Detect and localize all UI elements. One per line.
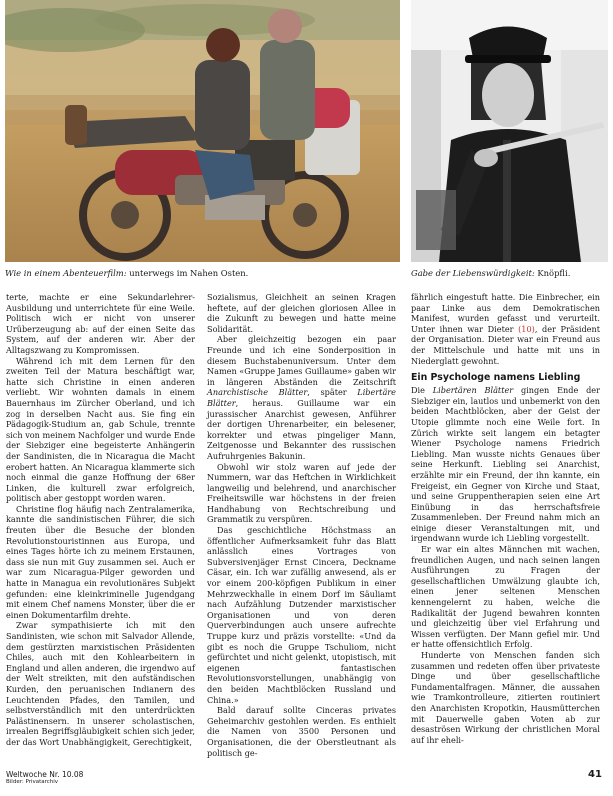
photo-portrait-knoepfli (411, 0, 608, 262)
left-caption-text: unterwegs im Nahen Osten. (126, 268, 249, 278)
col2-text: Aber gleichzeitig bezogen ein paar Freunde und ich eine Sonderposition in diesem Buchstabenuniversum. Unter dem Namen «Gruppe James Guillaume» gaben wir in längeren Abständen die Zeitschrift (207, 334, 396, 387)
col1-paragraph: Zwar sympathisierte ich mit den Sandinisten, wie schon mit Salvador Allende, dem gestürzten marxistischen Präsidenten Chiles, auch mit den Kohlearbeitern in England und allen anderen, die irgendwo auf der Welt streikten, mit den aufständischen Kurden, den peruanischen Indianern des Leuchtenden Pfades, den Tamilen, und selbstverständlich mit den unterdrückten Palästinensern. In unserer scholastischen, irrealen Begriffsgläubigkeit schien sich jeder, der das Wort Unabhängigkeit, Gerechtigkeit, (6, 620, 195, 747)
col3-paragraph: Hunderte von Menschen fanden sich zusammen und redeten offen über privateste Dinge und über gesellschaftliche Fundamentalfragen. Männer, die aussahen wie Tramkontrolleure, zitierten routiniert den Anarchisten Kropotkin, Hausmütterchen mit Dauerwelle gaben Voten ab zur desaströsen Wirkung der christlichen Moral auf ihr eheli- (411, 650, 600, 745)
right-photo-caption (411, 268, 570, 278)
text-column-2 (207, 292, 396, 758)
col1-paragraph: Während ich mit dem Lernen für den zweiten Teil der Matura beschäftigt war, hatte sich Christine in einen anderen verliebt. Wir wohnten damals in einem Bauernhaus im Zürcher Oberland, und ich zog in derselben Nacht aus. Sie fing ein Pädagogik-Studium an, gab Schule, trennte sich von meinem Nachfolger und wurde Ende der Siebziger eine begeisterte Anhängerin der Sandinisten, die in Nicaragua die Macht erobert hatten. An Nicaragua klammerte sich noch einmal die ganze Hoffnung der 68er Linken, die kulturell zwar erfolgreich, politisch aber gestoppt worden waren. (6, 355, 195, 504)
text-column-3 (411, 292, 600, 745)
page-number: 41 (588, 769, 602, 780)
col2-paragraph: Obwohl wir stolz waren auf jede der Nummern, war das Heftchen in Wirklichkeit langweilig und belehrend, und anarchischer Freiheitswille war höchstens in der freien Handhabung von Rechtschreibung und Grammatik zu verspüren. (207, 461, 396, 525)
magazine-title-libertaere: Libertäre Blätter (207, 387, 396, 408)
col2-paragraph (207, 334, 396, 461)
left-photo-caption (5, 268, 248, 278)
magazine-issue: Weltwoche Nr. 10.08 (6, 770, 84, 779)
col3-paragraph (411, 292, 600, 366)
col1-paragraph: terte, machte er eine Sekundarlehrer-Ausbildung und unterrichtete für eine Weile. Politisch wich er nicht von unserer Urüberzeugung ab: auf der einen Seite das System, auf der anderen wir. Aber der Alltagszwang zu Kompromissen. (6, 292, 195, 355)
photo-credit: Bilder: Privatarchiv (6, 779, 59, 785)
right-caption-text: Knöpfli. (534, 268, 571, 278)
section-heading: Ein Psychologe namens Liebling (411, 372, 581, 384)
col3-paragraph: Er war ein altes Männchen mit wachen, freundlichen Augen, und nach seinen langen Ausführungen zu Fragen der gesellschaftlichen Umwälzung glaubte ich, einen jener seltenen Menschen kennengelernt zu haben, welche die Radikalität der Jugend bewahren konnten und gleichzeitig über viel Erfahrung und Wissen verfügten. Der Mann gefiel mir. Und er hatte offensichtlich Erfolg. (411, 544, 600, 650)
page-footer (6, 770, 83, 786)
right-caption-lead: Gabe der Liebenswürdigkeit: (411, 268, 535, 278)
col2-text: , später (307, 387, 358, 398)
photo-motorcycle (5, 0, 400, 262)
col3-text: Die (411, 385, 433, 396)
col2-paragraph: Sozialismus, Gleichheit an seinen Kragen heftete, auf der gleichen gloriosen Allee in die Zukunft zu bewegen und hatte meine Solidarität. (207, 292, 396, 334)
left-caption-lead: Wie in einem Abenteuerfilm: (5, 268, 127, 278)
col2-text: , heraus. Guillaume war ein jurassischer Anarchist gewesen, Anführer der dortigen Uhrenarbeiter, ein belesener, korrekter und etwas pingeliger Mann, Zeitgenosse und Bekannter des russischen Aufruhrgenies Bakunin. (207, 397, 396, 461)
col3-text: fährlich eingestuft hatte. Die Einbrecher, ein paar Linke aus dem Demokratischen Manifest, wurden gefasst und verurteilt. Unter ihnen war Dieter (411, 292, 600, 334)
col2-paragraph: Bald darauf sollte Cinceras privates Geheimarchiv gestohlen werden. Es enthielt die Namen von 3500 Personen und Organisationen, die der Oberstleutnant als politisch ge- (207, 705, 396, 758)
text-column-1 (6, 292, 195, 748)
col3-text: gingen Ende der Siebziger ein, lautlos und unbemerkt von den beiden Machtblöcken, aber der Geist der Utopie glimmte noch eine Weile fort. In Zürich wirkte seit langem ein betagter Wiener Psychologe namens Friedrich Liebling. Man wusste nichts Genaues über seine Herkunft. Liebling sei Anarchist, erzählte mir ein Freund, der ihn kannte, ein Freigeist, ein Gegner von Kirche und Staat, und seine Gruppentherapien seien eine Art Einübung in das herrschaftsfreie Zusammenleben. Der Freund nahm mich an einige dieser Veranstaltungen mit, und irgendwann wurde ich Liebling vorgestellt. (411, 385, 600, 544)
magazine-title-libertaere: Libertären Blätter (432, 385, 514, 396)
photo-reference-number: (10) (518, 323, 535, 334)
magazine-title-anarchistische: Anarchistische Blätter (207, 387, 308, 398)
col1-paragraph: Christine flog häufig nach Zentralamerika, kannte die sandinistischen Führer, die sich freuten über die Besuche der blonden Revolutionstouristinnen aus Europa, und eines Tages hörte ich zu meinem Erstaunen, dass sie nun mit Guy zusammen sei. Auch er war zum Nicaragua-Pilger geworden und hatte in Managua ein revolutionäres Subjekt gefunden: eine kleinkriminelle Jugendgang mit einem Chef namens Monster, über die er einen Dokumentarfilm drehte. (6, 503, 195, 620)
col2-paragraph: Das geschichtliche Höchstmass an öffentlicher Aufmerksamkeit fuhr das Blatt anlässlich eines Vortrages von Subversivenjäger Ernst Cincera, Deckname Cäsar, ein. Ich war zufällig anwesend, als er vor einem 200-köpfigen Publikum in einer Mehrzweckhalle in einem Dorf im Säuliamt nach Aufzählung Dutzender marxistischer Organisationen und von deren Querverbindungen auch unsere aufrechte Truppe kurz und präzis vorstellte: «Und da gibt es noch die Gruppe Tschuliom, nicht gefürchtet und nicht gelenkt, utopistisch, mit eigenen fantastischen Revolutionsvorstellungen, unabhängig von den beiden Machtblöcken Russland und China.» (207, 525, 396, 705)
col3-text: , der Präsident der Organisation. Dieter war ein Freund aus der Mittelschule und hatte mit uns in Niederglatt gewohnt. (411, 323, 600, 366)
col3-paragraph (411, 385, 600, 544)
